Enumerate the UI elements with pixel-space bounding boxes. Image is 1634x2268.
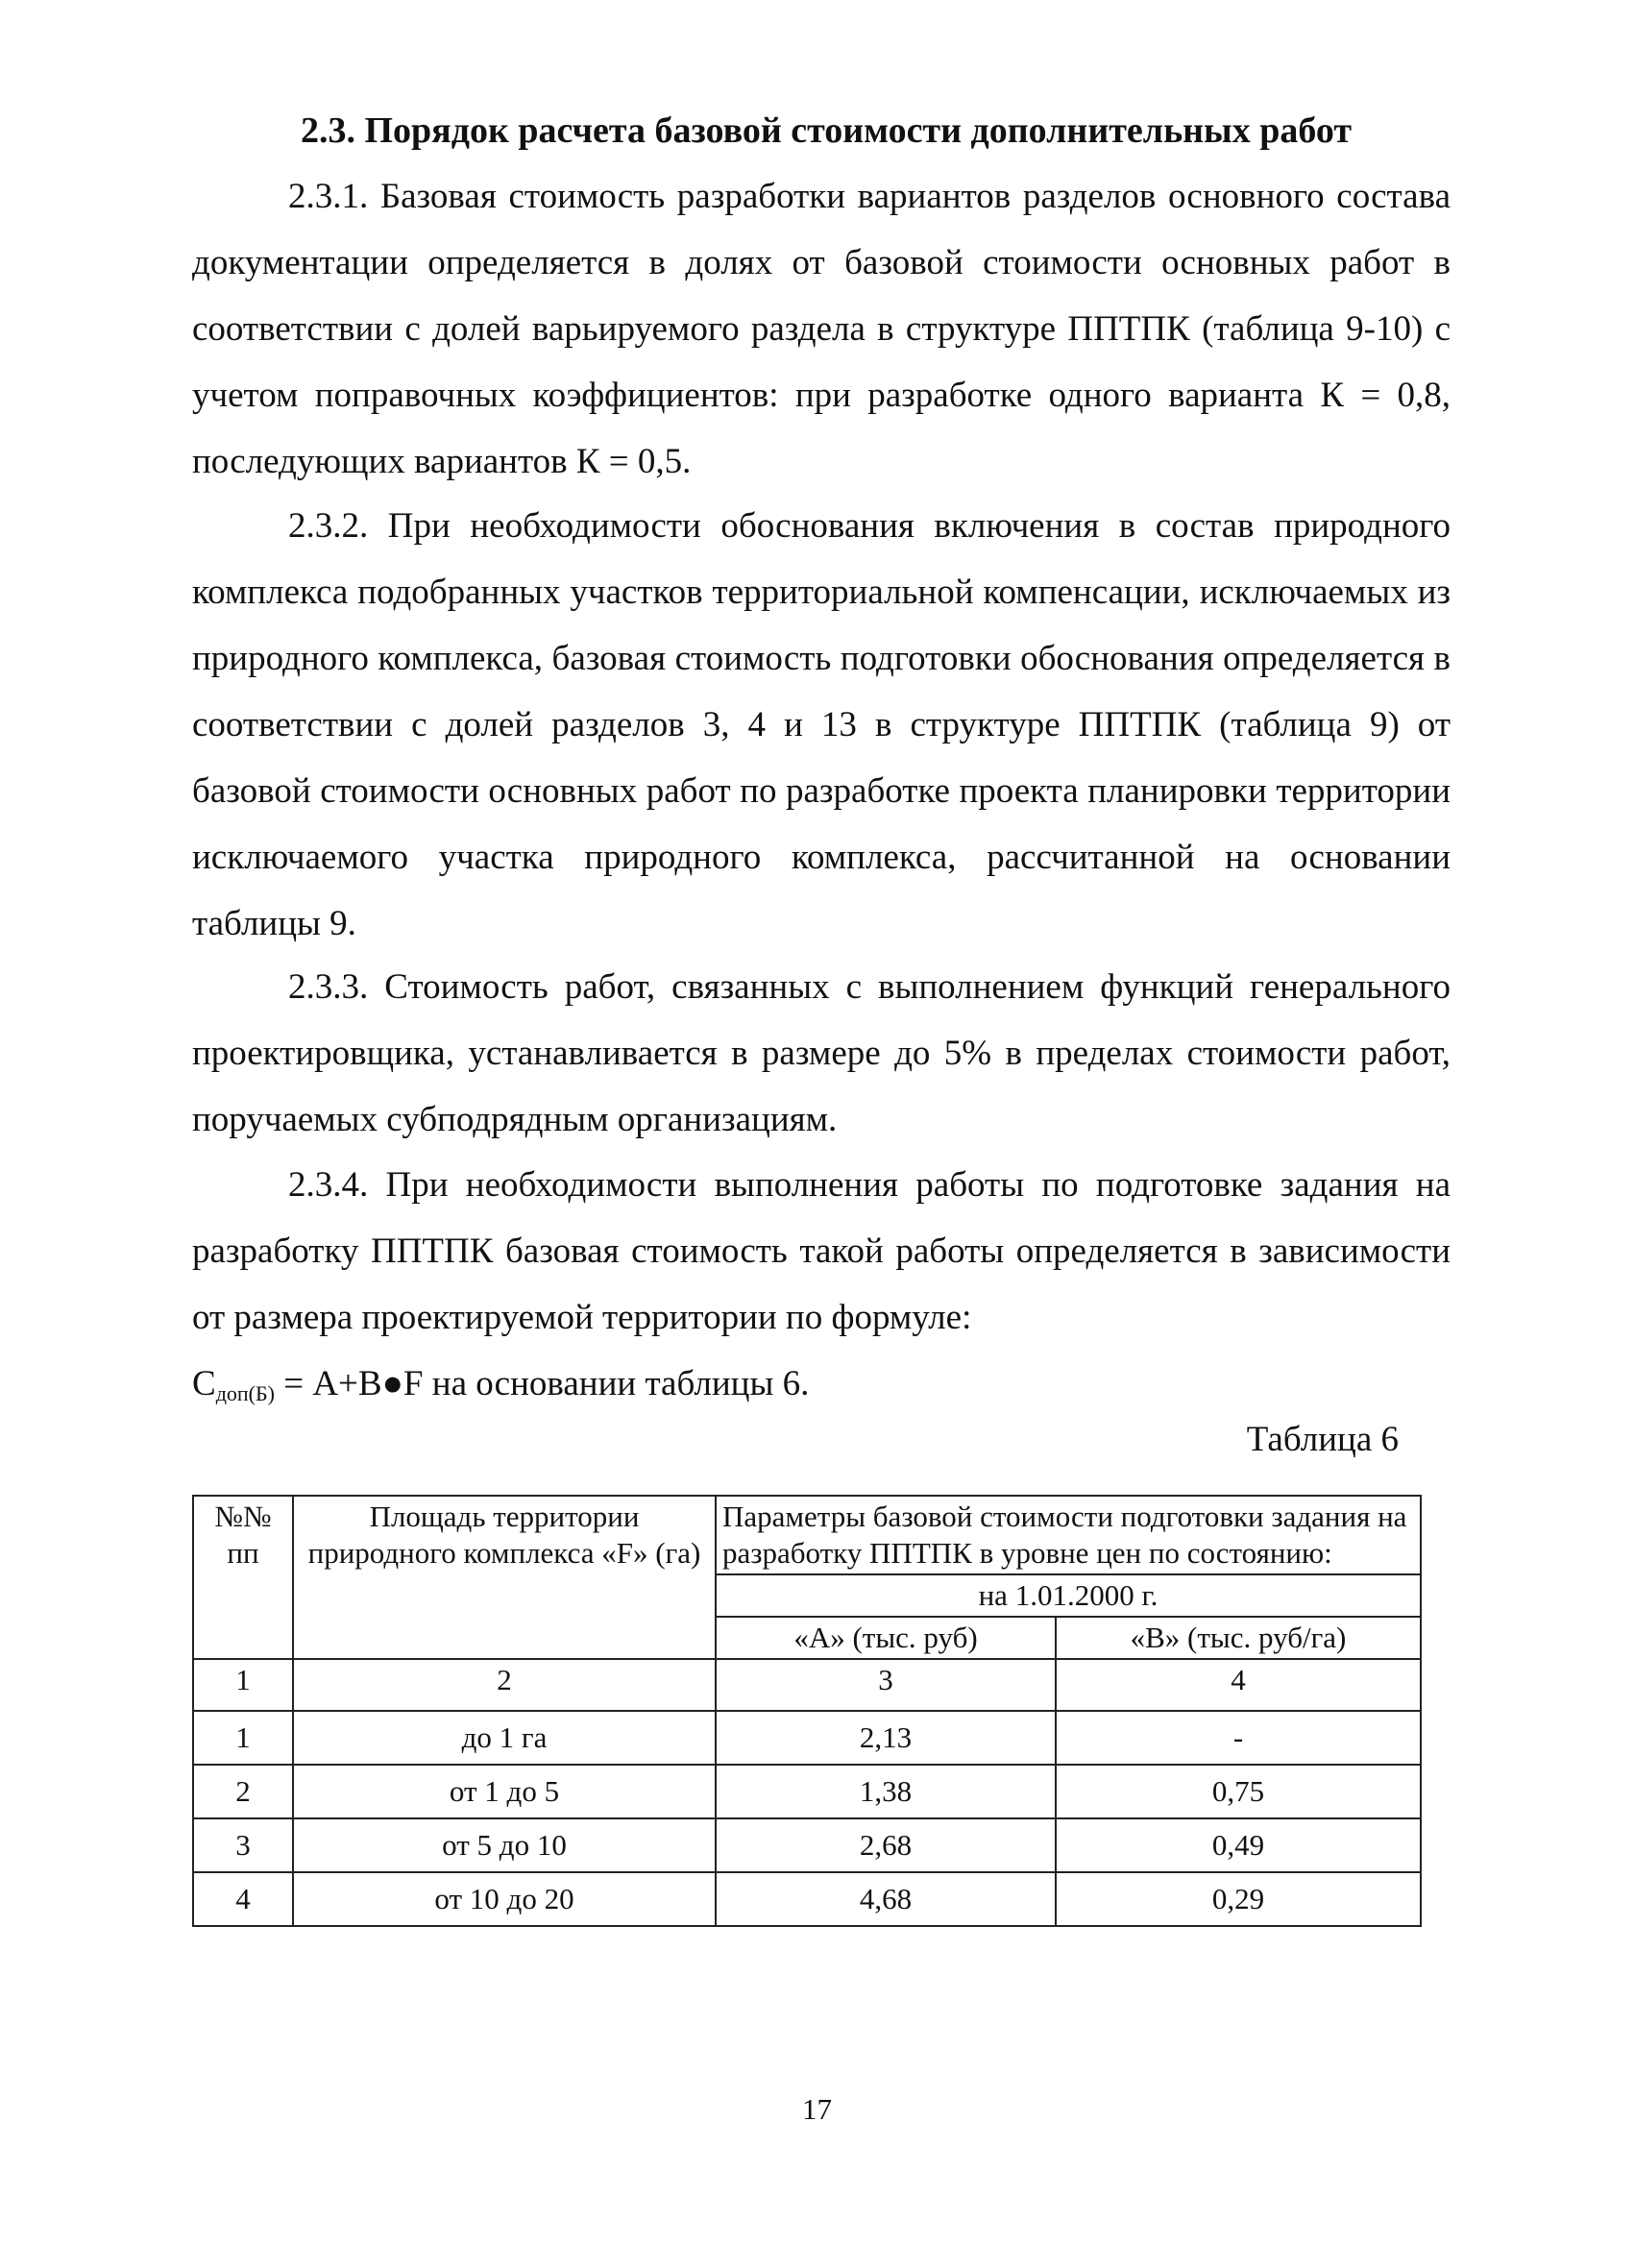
cell-a: 2,13 [716,1711,1056,1765]
cell-b: - [1056,1711,1421,1765]
paragraph-text: 2.3.2. При необходимости обоснования включения в состав природного комплекса подобранных участков территориальной компенсации, исключаемых из природного комплекса, базовая стоимость подготовки обоснования определяется в соответствии с долей разделов 3, 4 и 13 в структуре ППТПК (таблица 9) от базовой стоимости основных работ по разработке проекта планировки территории исключаемого участка природного комплекса, рассчитанной на основании таблицы 9. [192,506,1451,943]
table-row [193,1711,1421,1765]
header-date: на 1.01.2000 г. [716,1574,1421,1617]
cell-num: 3 [193,1818,293,1872]
cell-num: 2 [193,1765,293,1818]
column-number-row [193,1659,1421,1711]
table-row [193,1872,1421,1926]
table-header-row [193,1496,1421,1574]
paragraph-text: 2.3.3. Стоимость работ, связанных с выполнением функций генерального проектировщика, устанавливается в размере до 5% в пределах стоимости работ, поручаемых субподрядным организациям. [192,967,1451,1139]
cell-b: 0,75 [1056,1765,1421,1818]
formula-subscript: доп(Б) [215,1381,275,1405]
header-area: Площадь территории природного комплекса «F» (га) [293,1496,716,1659]
paragraph-text: 2.3.4. При необходимости выполнения работы по подготовке задания на разработку ППТПК базовая стоимость такой работы определяется в зависимости от размера проектируемой территории по формуле: [192,1165,1451,1337]
header-b: «В» (тыс. руб/га) [1056,1617,1421,1659]
cell-area: от 1 до 5 [293,1765,716,1818]
cost-parameters-table [192,1495,1422,1927]
header-a: «А» (тыс. руб) [716,1617,1056,1659]
header-params: Параметры базовой стоимости подготовки задания на разработку ППТПК в уровне цен по состоянию: [716,1496,1421,1574]
table-row [193,1765,1421,1818]
section-heading: 2.3. Порядок расчета базовой стоимости дополнительных работ [300,110,1353,151]
formula-symbol: С [192,1364,216,1403]
cell-num: 1 [193,1711,293,1765]
table-caption: Таблица 6 [1246,1420,1399,1459]
cell-num: 4 [193,1872,293,1926]
table-row [193,1818,1421,1872]
paragraph-2-3-2 [192,493,1451,957]
header-num: №№ пп [193,1496,293,1659]
paragraph-2-3-3 [192,954,1451,1153]
paragraph-2-3-4 [192,1152,1451,1427]
cell-area: до 1 га [293,1711,716,1765]
column-number: 2 [293,1659,716,1711]
column-number: 4 [1056,1659,1421,1711]
cell-area: от 10 до 20 [293,1872,716,1926]
cell-b: 0,29 [1056,1872,1421,1926]
cell-a: 2,68 [716,1818,1056,1872]
formula-expression: = А+В●F [274,1364,424,1403]
paragraph-2-3-1 [192,163,1451,495]
paragraph-text: 2.3.1. Базовая стоимость разработки вариантов разделов основного состава документации определяется в долях от базовой стоимости основных работ в соответствии с долей варьируемого раздела в структуре ППТПК (таблица 9-10) с учетом поправочных коэффициентов: при разработке одного варианта К = 0,8, последующих вариантов К = 0,5. [192,177,1451,481]
formula-tail: на основании таблицы 6. [423,1364,810,1403]
formula [192,1364,809,1403]
cell-area: от 5 до 10 [293,1818,716,1872]
cell-a: 1,38 [716,1765,1056,1818]
column-number: 3 [716,1659,1056,1711]
cell-a: 4,68 [716,1872,1056,1926]
column-number: 1 [193,1659,293,1711]
cell-b: 0,49 [1056,1818,1421,1872]
page-number: 17 [802,2092,832,2126]
